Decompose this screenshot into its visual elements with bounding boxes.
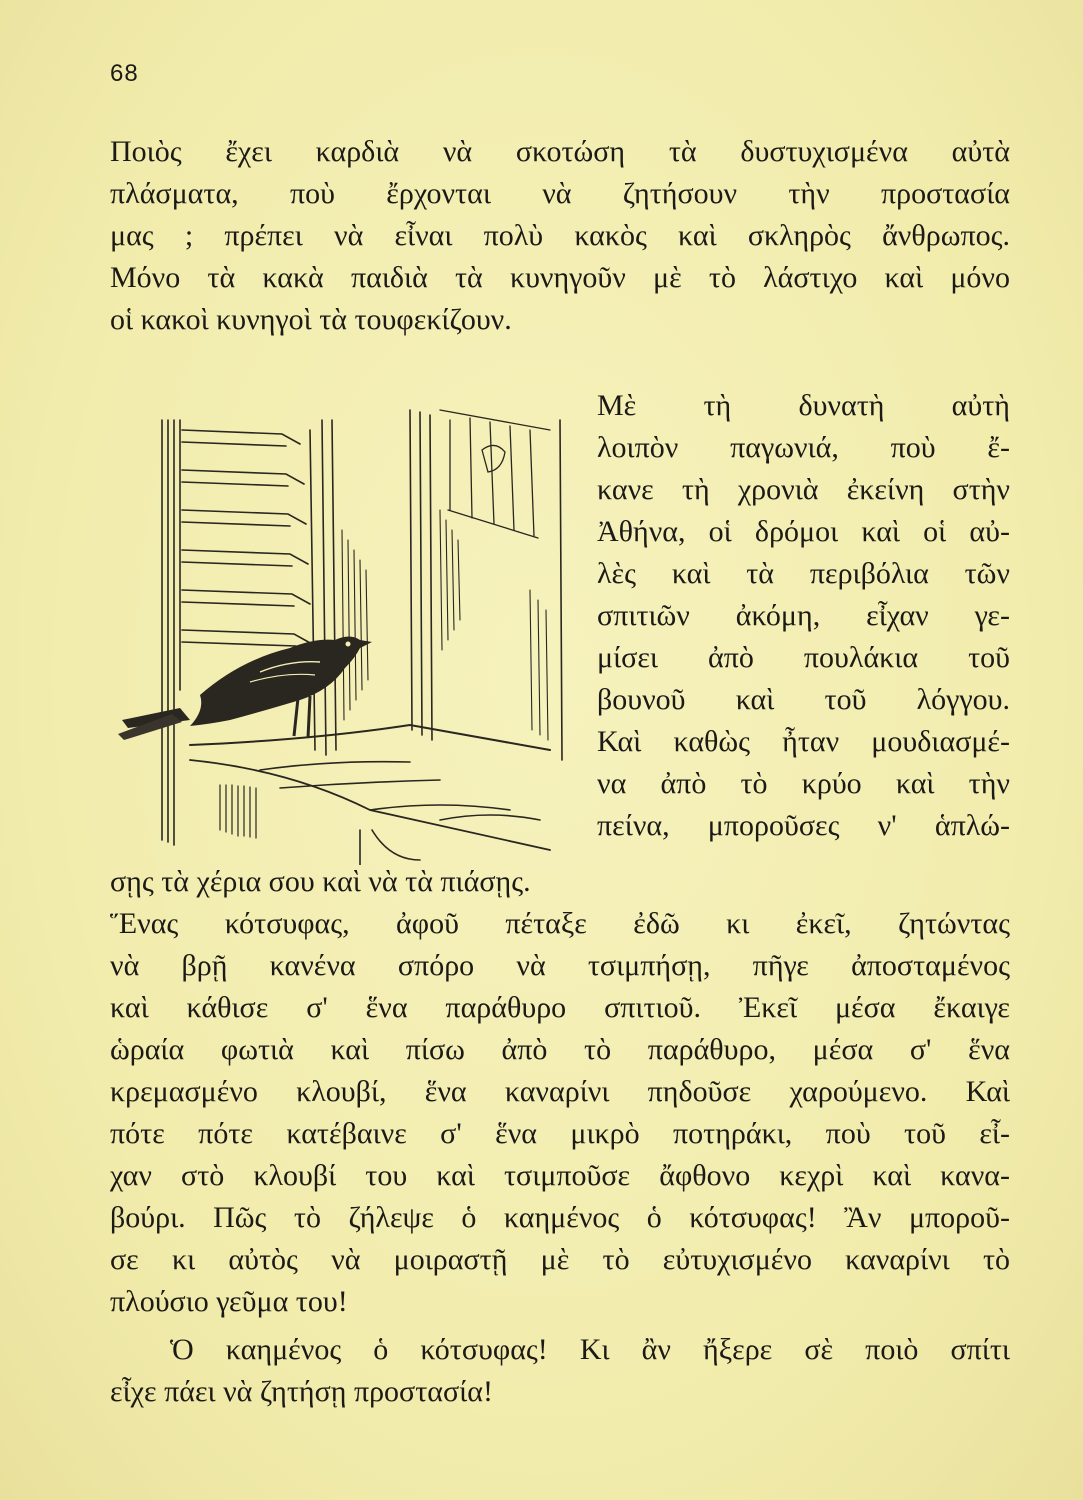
blackbird-window-illustration	[110, 390, 580, 865]
blackbird-icon	[118, 637, 372, 741]
text-line: πλάσματα, ποὺ ἔρχονται νὰ ζητήσουν τὴν προστασία	[110, 177, 1010, 210]
text-line: χαν στὸ κλουβί του καὶ τσιμποῦσε ἄφθονο κεχρὶ καὶ κανα-	[110, 1159, 1010, 1192]
text-line: βουνοῦ καὶ τοῦ λόγγου.	[597, 683, 1010, 716]
text-line: οἱ κακοὶ κυνηγοὶ τὰ τουφεκίζουν.	[110, 303, 512, 336]
text-line: Ποιὸς ἔχει καρδιὰ νὰ σκοτώση τὰ δυστυχισμένα αὐτὰ	[110, 135, 1010, 168]
text-line: βούρι. Πῶς τὸ ζήλεψε ὁ καημένος ὁ κότσυφας! Ἂν μποροῦ-	[110, 1201, 1010, 1234]
text-line: κρεμασμένο κλουβί, ἕνα καναρίνι πηδοῦσε χαρούμενο. Καὶ	[110, 1075, 1010, 1108]
text-line: κανε τὴ χρονιὰ ἐκείνη στὴν	[597, 473, 1010, 506]
text-line: μίσει ἀπὸ πουλάκια τοῦ	[597, 641, 1010, 674]
text-line: Ἕνας κότσυφας, ἀφοῦ πέταξε ἐδῶ κι ἐκεῖ, ζητώντας	[110, 907, 1010, 940]
pane-hatching	[342, 510, 548, 740]
text-line: Μόνο τὰ κακὰ παιδιὰ τὰ κυνηγοῦν μὲ τὸ λάστιχο καὶ μόνο	[110, 261, 1010, 294]
text-line: εἶχε πάει νὰ ζητήσῃ προστασία!	[110, 1375, 493, 1408]
text-line: σε κι αὐτὸς νὰ μοιραστῇ μὲ τὸ εὐτυχισμένο καναρίνι τὸ	[110, 1243, 1010, 1276]
text-line: μας ; πρέπει νὰ εἶναι πολὺ κακὸς καὶ σκληρὸς ἄνθρωπος.	[110, 219, 1010, 252]
text-line: Μὲ τὴ δυνατὴ αὐτὴ	[597, 389, 1010, 422]
text-line: Καὶ καθὼς ἦταν μουδιασμέ-	[597, 725, 1010, 758]
text-line: λὲς καὶ τὰ περιβόλια τῶν	[597, 557, 1010, 590]
cage	[440, 410, 550, 538]
text-line: σπιτιῶν ἀκόμη, εἶχαν γε-	[597, 599, 1010, 632]
text-line: πλούσιο γεῦμα του!	[110, 1285, 348, 1318]
text-line: πότε πότε κατέβαινε σ' ἕνα μικρὸ ποτηράκι, ποὺ τοῦ εἶ-	[110, 1117, 1010, 1150]
text-line: να ἀπὸ τὸ κρύο καὶ τὴν	[597, 767, 1010, 800]
text-line: ὡραία φωτιὰ καὶ πίσω ἀπὸ τὸ παράθυρο, μέσα σ' ἕνα	[110, 1033, 1010, 1066]
text-line: καὶ κάθισε σ' ἕνα παράθυρο σπιτιοῦ. Ἐκεῖ μέσα ἔκαιγε	[110, 991, 1010, 1024]
text-line: νὰ βρῇ κανένα σπόρο νὰ τσιμπήσῃ, πῆγε ἀποσταμένος	[110, 949, 1010, 982]
text-line: πείνα, μποροῦσες ν' ἁπλώ-	[597, 809, 1010, 842]
page-number: 68	[110, 60, 139, 87]
text-line: Ἀθήνα, οἱ δρόμοι καὶ οἱ αὐ-	[597, 515, 1010, 548]
text-line: λοιπὸν παγωνιά, ποὺ ἔ-	[597, 431, 1010, 464]
shutter-slats	[182, 430, 312, 646]
text-line: Ὁ καημένος ὁ κότσυφας! Κι ἂν ἤξερε σὲ ποιὸ σπίτι	[170, 1333, 1010, 1366]
sill-hatching	[220, 785, 256, 838]
text-line: σῃς τὰ χέρια σου καὶ νὰ τὰ πιάσῃς.	[110, 865, 531, 898]
